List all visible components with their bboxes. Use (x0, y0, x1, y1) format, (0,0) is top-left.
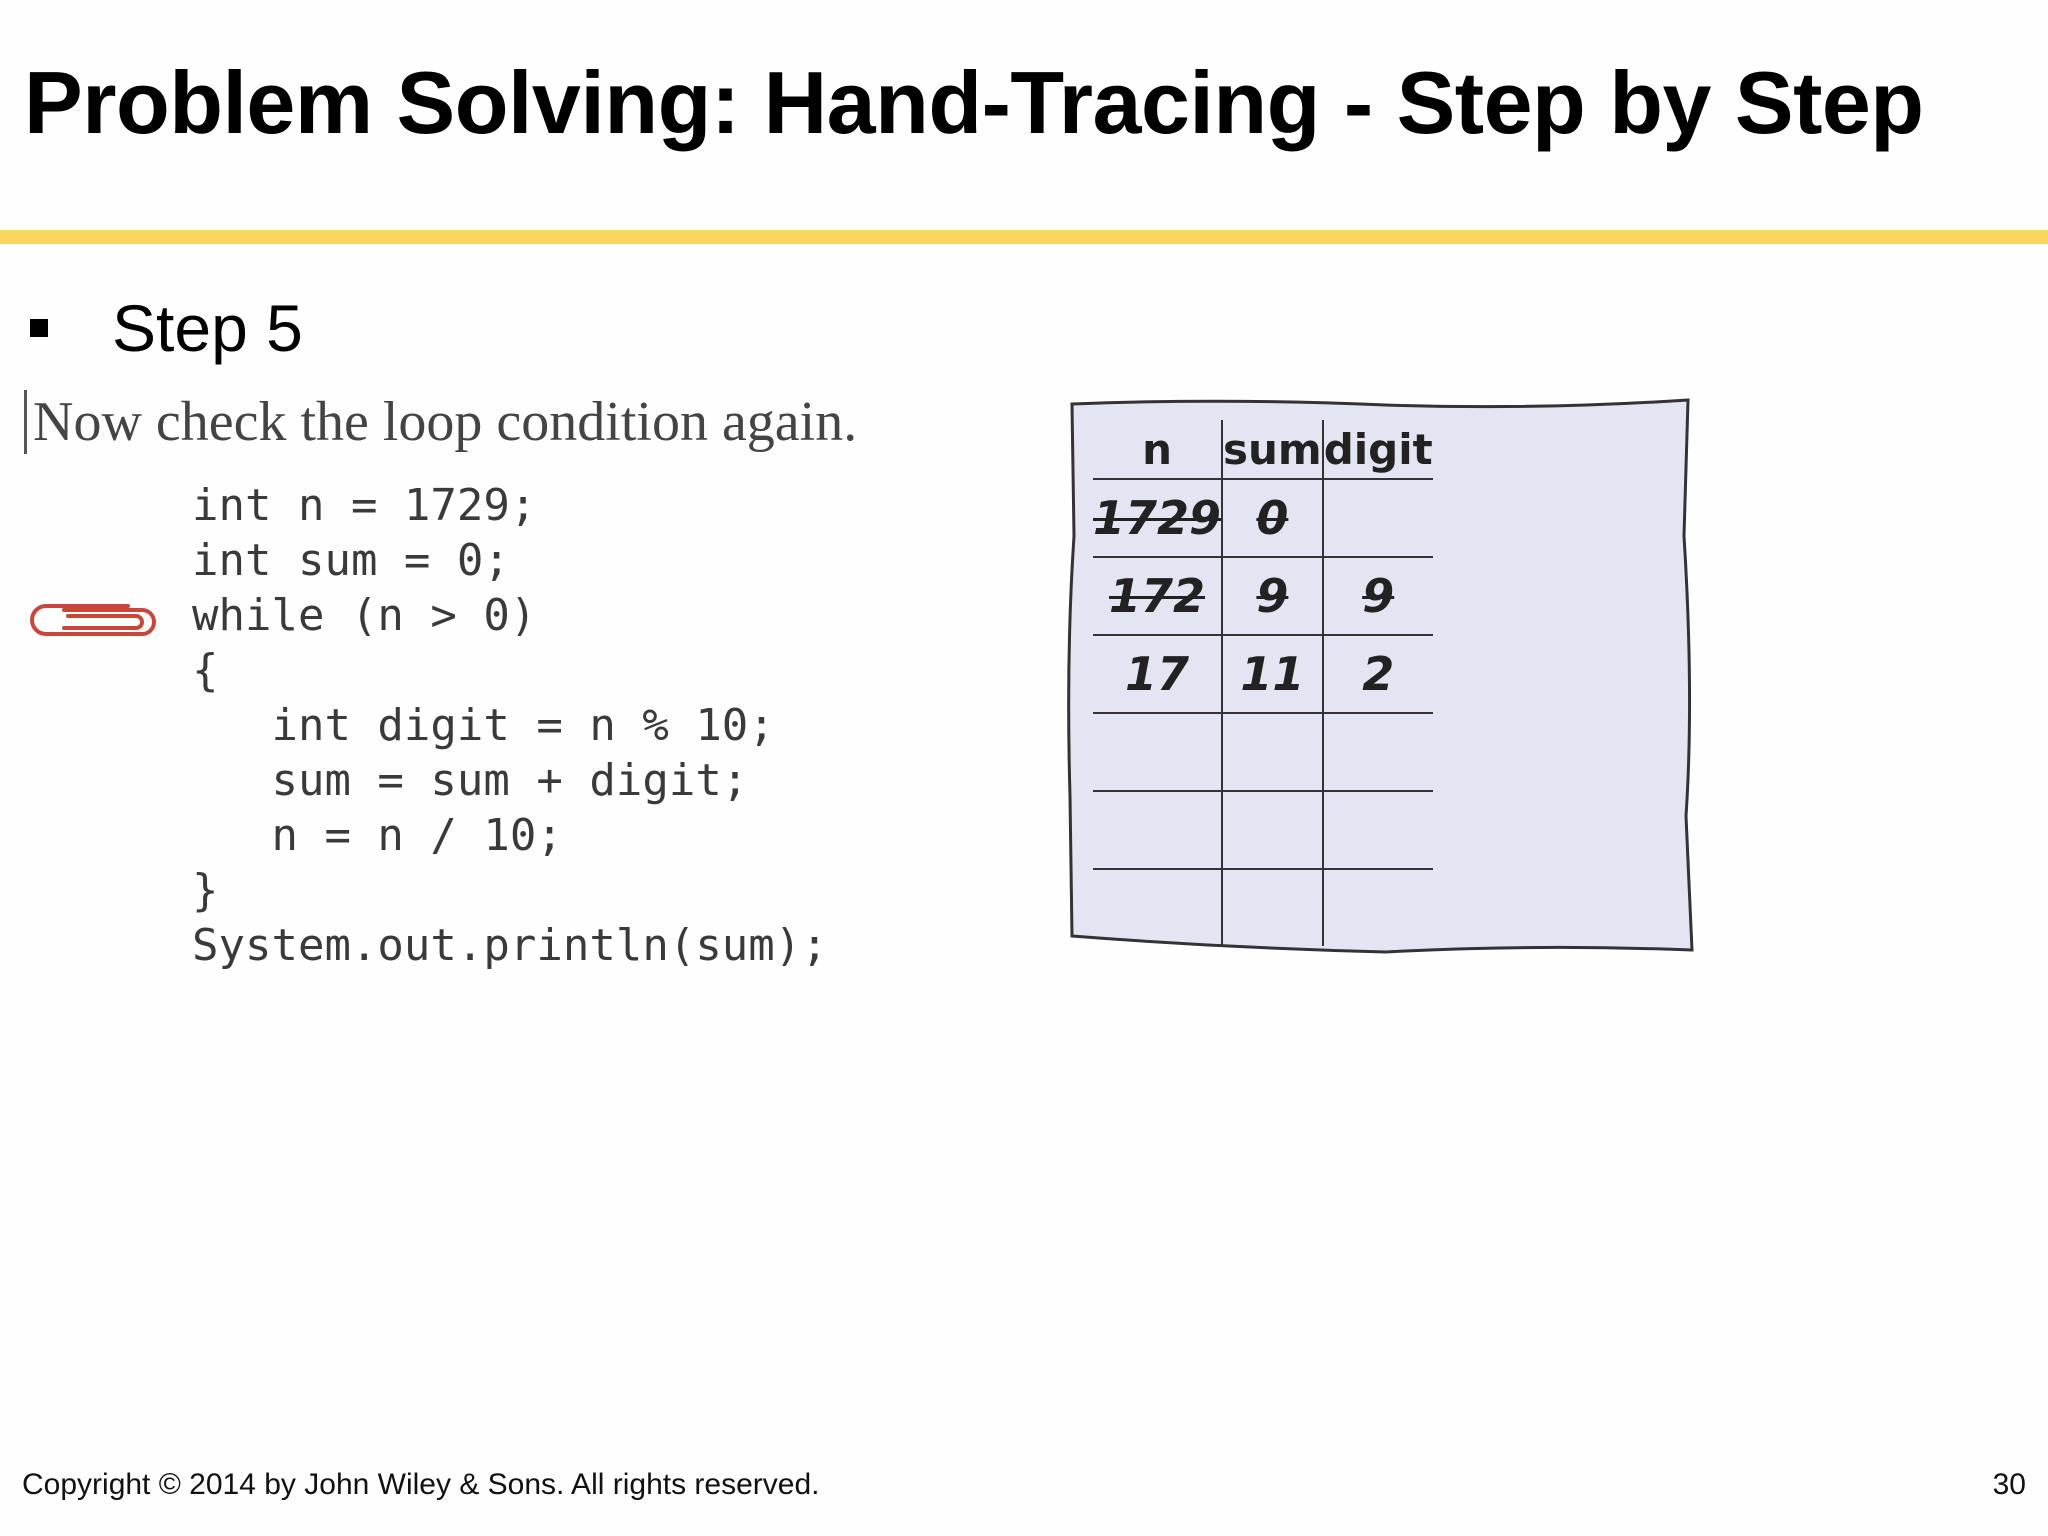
trace-cell: 9 (1222, 557, 1323, 635)
trace-cell (1323, 479, 1433, 557)
header-digit: digit (1323, 420, 1433, 479)
trace-row (1093, 791, 1433, 869)
bullet-square-icon (30, 319, 48, 337)
trace-cell: 11 (1222, 635, 1323, 713)
trace-header-row (1093, 420, 1433, 479)
trace-cell (1323, 791, 1433, 869)
code-block (192, 478, 828, 973)
title-underline (0, 230, 2048, 244)
trace-cell (1222, 869, 1323, 946)
trace-cell (1222, 791, 1323, 869)
trace-row (1093, 713, 1433, 791)
bullet-text: Step 5 (112, 291, 303, 365)
step-caption: Now check the loop condition again. (24, 390, 857, 454)
trace-cell: 1729 (1093, 479, 1222, 557)
trace-cell (1093, 869, 1222, 946)
trace-row (1093, 869, 1433, 946)
paperclip-icon (24, 602, 164, 642)
code-line: while (n > 0) (192, 590, 537, 641)
trace-cell (1323, 869, 1433, 946)
code-line: int n = 1729; (192, 480, 537, 531)
code-line: n = n / 10; (192, 810, 563, 861)
trace-row (1093, 479, 1433, 557)
code-line: { (192, 645, 219, 696)
trace-cell (1323, 713, 1433, 791)
copyright-notice: Copyright © 2014 by John Wiley & Sons. All rights reserved. (22, 1468, 820, 1501)
trace-row (1093, 635, 1433, 713)
code-line: int digit = n % 10; (192, 700, 775, 751)
trace-cell (1093, 791, 1222, 869)
slide-title: Problem Solving: Hand-Tracing - Step by Step (24, 53, 1924, 152)
code-line: } (192, 865, 219, 916)
trace-table (1093, 420, 1433, 946)
code-line: int sum = 0; (192, 535, 510, 586)
page-number: 30 (1992, 1468, 2026, 1501)
trace-cell (1093, 713, 1222, 791)
bullet-item (30, 290, 303, 366)
code-line: sum = sum + digit; (192, 755, 749, 806)
trace-cell: 9 (1323, 557, 1433, 635)
trace-cell: 17 (1093, 635, 1222, 713)
header-sum: sum (1222, 420, 1323, 479)
trace-cell: 172 (1093, 557, 1222, 635)
code-line: System.out.println(sum); (192, 920, 828, 971)
trace-row (1093, 557, 1433, 635)
header-n: n (1093, 420, 1222, 479)
trace-cell: 2 (1323, 635, 1433, 713)
trace-cell: 0 (1222, 479, 1323, 557)
trace-cell (1222, 713, 1323, 791)
